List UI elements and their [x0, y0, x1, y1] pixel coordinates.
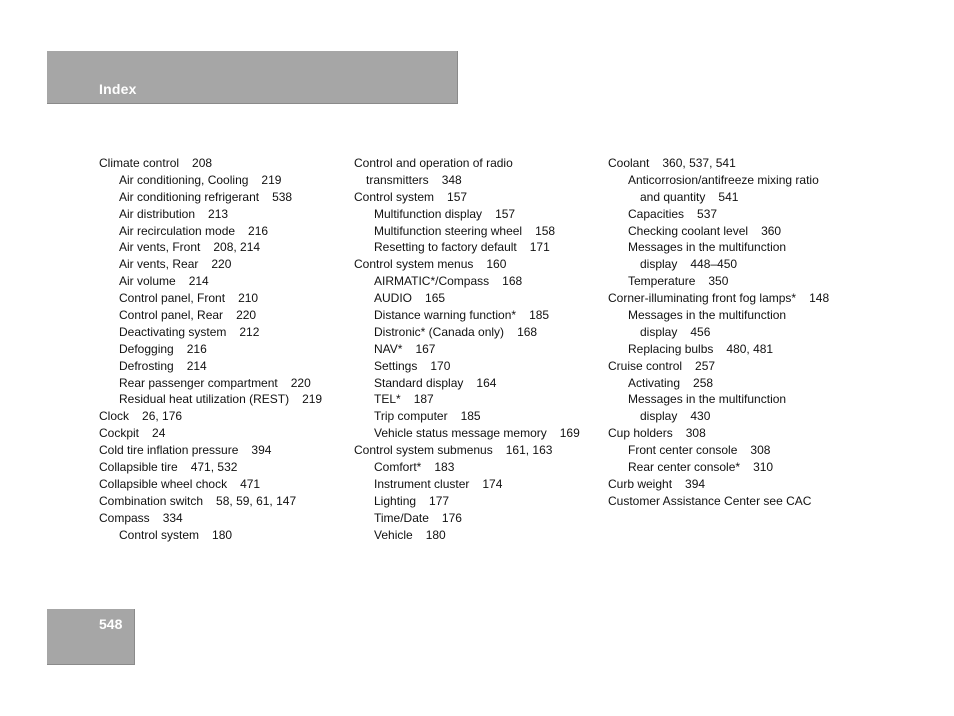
entry-page-ref: 185 [460, 409, 481, 424]
index-subentry [99, 527, 344, 544]
entry-term: Collapsible wheel chock [99, 476, 228, 491]
index-subentry [354, 358, 604, 375]
index-subentry [354, 425, 604, 442]
entry-page-ref: 220 [290, 375, 311, 390]
entry-page-ref: 541 [718, 189, 739, 204]
entry-term: Control system submenus [354, 443, 493, 458]
index-entry [354, 155, 604, 172]
index-subentry [354, 375, 604, 392]
entry-term: Control panel, Front [119, 291, 226, 306]
entry-page-ref: 165 [425, 291, 446, 306]
entry-page-ref: 183 [434, 460, 455, 475]
index-subentry [99, 172, 344, 189]
index-subentry [608, 408, 868, 425]
index-subentry [354, 307, 604, 324]
entry-term: display [640, 257, 678, 272]
entry-page-ref: 174 [482, 476, 503, 491]
entry-page-ref: 350 [708, 274, 729, 289]
index-entry [99, 155, 344, 172]
index-entry [354, 442, 604, 459]
entry-term: Control panel, Rear [119, 308, 224, 323]
entry-term: Capacities [628, 206, 685, 221]
entry-term: Distance warning function* [374, 308, 517, 323]
index-column-3 [608, 155, 868, 510]
entry-term: Replacing bulbs [628, 341, 714, 356]
entry-page-ref: 208, 214 [213, 240, 261, 255]
index-subentry [99, 324, 344, 341]
entry-page-ref: 24 [152, 426, 166, 441]
entry-page-ref: 157 [447, 189, 468, 204]
entry-term: Standard display [374, 375, 464, 390]
entry-term: Anticorrosion/antifreeze mixing ratio [628, 172, 819, 187]
index-subentry [354, 476, 604, 493]
entry-term: Trip computer [374, 409, 448, 424]
entry-page-ref: 171 [529, 240, 550, 255]
index-subentry [354, 493, 604, 510]
index-subentry [354, 341, 604, 358]
entry-page-ref: 308 [685, 426, 706, 441]
index-subentry [608, 206, 868, 223]
entry-page-ref: 448–450 [690, 257, 738, 272]
entry-term: Resetting to factory default [374, 240, 517, 255]
index-subentry [354, 391, 604, 408]
entry-page-ref: 480, 481 [726, 341, 774, 356]
index-entry [99, 510, 344, 527]
index-subentry [608, 256, 868, 273]
entry-term: Messages in the multifunction [628, 240, 787, 255]
entry-page-ref: 208 [192, 156, 213, 170]
index-subentry [99, 290, 344, 307]
entry-page-ref: 456 [690, 324, 711, 339]
entry-page-ref: 160 [486, 257, 507, 272]
entry-term: AIRMATIC*/Compass [374, 274, 490, 289]
index-subentry [354, 408, 604, 425]
entry-page-ref: 471 [240, 476, 261, 491]
entry-term: Air volume [119, 274, 176, 289]
index-subentry [99, 256, 344, 273]
entry-term: Cold tire inflation pressure [99, 443, 239, 458]
index-subentry [354, 223, 604, 240]
entry-term: Deactivating system [119, 324, 227, 339]
index-subentry [99, 206, 344, 223]
entry-page-ref: 258 [693, 375, 714, 390]
index-subentry [354, 239, 604, 256]
entry-page-ref: 161, 163 [505, 443, 553, 458]
entry-term: Climate control [99, 156, 180, 170]
entry-page-ref: 212 [239, 324, 260, 339]
entry-term: NAV* [374, 341, 403, 356]
index-entry [354, 256, 604, 273]
entry-page-ref: 216 [248, 223, 269, 238]
entry-term: display [640, 409, 678, 424]
entry-page-ref: 394 [685, 476, 706, 491]
entry-term: Control system [119, 527, 200, 542]
entry-term: Coolant [608, 156, 650, 170]
entry-page-ref: 214 [188, 274, 209, 289]
entry-term: Control and operation of radio [354, 156, 513, 170]
entry-page-ref: 158 [535, 223, 556, 238]
entry-term: Curb weight [608, 476, 673, 491]
entry-term: display [640, 324, 678, 339]
entry-page-ref: 180 [212, 527, 233, 542]
entry-term: Vehicle [374, 527, 413, 542]
entry-term: Clock [99, 409, 130, 424]
entry-page-ref: 308 [750, 443, 771, 458]
index-subentry [608, 239, 868, 256]
entry-page-ref: 471, 532 [190, 460, 238, 475]
entry-term: Customer Assistance Center see CAC [608, 493, 812, 508]
index-subentry [608, 442, 868, 459]
entry-term: Cockpit [99, 426, 140, 441]
entry-page-ref: 58, 59, 61, 147 [216, 493, 297, 508]
index-subentry [99, 391, 344, 408]
index-subentry [99, 189, 344, 206]
index-subentry [608, 307, 868, 324]
entry-term: Messages in the multifunction [628, 308, 787, 323]
index-entry [354, 189, 604, 206]
index-subentry [608, 273, 868, 290]
entry-term: Air recirculation mode [119, 223, 236, 238]
entry-term: Air distribution [119, 206, 196, 221]
entry-page-ref: 157 [495, 206, 516, 221]
entry-term: Cruise control [608, 358, 683, 373]
entry-term: Vehicle status message memory [374, 426, 547, 441]
entry-page-ref: 430 [690, 409, 711, 424]
entry-term: and quantity [640, 189, 706, 204]
entry-page-ref: 26, 176 [142, 409, 183, 424]
index-subentry [608, 223, 868, 240]
index-subentry [354, 290, 604, 307]
entry-term: Air vents, Front [119, 240, 201, 255]
index-column-1 [99, 155, 344, 543]
entry-term: Residual heat utilization (REST) [119, 392, 290, 407]
index-subentry [99, 273, 344, 290]
entry-page-ref: 216 [186, 341, 207, 356]
entry-page-ref: 187 [413, 392, 434, 407]
entry-page-ref: 180 [425, 527, 446, 542]
index-entry [608, 155, 868, 172]
index-subentry [354, 172, 604, 189]
index-entry [99, 408, 344, 425]
entry-page-ref: 360, 537, 541 [662, 156, 736, 170]
entry-term: TEL* [374, 392, 401, 407]
index-subentry [608, 391, 868, 408]
entry-page-ref: 164 [476, 375, 497, 390]
entry-page-ref: 257 [695, 358, 716, 373]
index-subentry [99, 375, 344, 392]
index-subentry [354, 206, 604, 223]
index-entry [99, 442, 344, 459]
index-entry [99, 425, 344, 442]
entry-term: Lighting [374, 493, 417, 508]
index-subentry [354, 527, 604, 544]
entry-page-ref: 348 [441, 172, 462, 187]
entry-term: Defrosting [119, 358, 174, 373]
entry-term: Instrument cluster [374, 476, 470, 491]
index-subentry [354, 324, 604, 341]
entry-page-ref: 214 [186, 358, 207, 373]
entry-term: Settings [374, 358, 418, 373]
entry-page-ref: 148 [809, 291, 830, 306]
entry-term: Control system [354, 189, 435, 204]
entry-term: Activating [628, 375, 681, 390]
entry-term: Temperature [628, 274, 696, 289]
entry-page-ref: 537 [697, 206, 718, 221]
index-subentry [99, 307, 344, 324]
header-bar [47, 51, 458, 104]
index-subentry [354, 510, 604, 527]
entry-page-ref: 176 [441, 510, 462, 525]
index-subentry [99, 223, 344, 240]
index-subentry [99, 239, 344, 256]
entry-page-ref: 394 [251, 443, 272, 458]
index-subentry [608, 459, 868, 476]
entry-page-ref: 167 [415, 341, 436, 356]
entry-term: Checking coolant level [628, 223, 749, 238]
entry-term: Distronic* (Canada only) [374, 324, 505, 339]
entry-page-ref: 220 [236, 308, 257, 323]
index-subentry [608, 172, 868, 189]
index-subentry [354, 459, 604, 476]
entry-term: Compass [99, 510, 150, 525]
index-subentry [608, 375, 868, 392]
entry-term: Rear center console* [628, 460, 741, 475]
entry-page-ref: 219 [261, 172, 282, 187]
entry-term: Cup holders [608, 426, 673, 441]
entry-term: Control system menus [354, 257, 474, 272]
entry-page-ref: 170 [430, 358, 451, 373]
entry-page-ref: 177 [429, 493, 450, 508]
entry-term: Air conditioning refrigerant [119, 189, 260, 204]
index-entry [608, 425, 868, 442]
index-subentry [608, 324, 868, 341]
index-entry [99, 493, 344, 510]
entry-term: Multifunction display [374, 206, 483, 221]
entry-term: Multifunction steering wheel [374, 223, 523, 238]
index-subentry [608, 341, 868, 358]
entry-page-ref: 219 [302, 392, 323, 407]
page-title: Index [99, 81, 137, 97]
index-column-2 [354, 155, 604, 543]
entry-term: Front center console [628, 443, 738, 458]
entry-page-ref: 213 [208, 206, 229, 221]
entry-page-ref: 310 [753, 460, 774, 475]
entry-page-ref: 220 [211, 257, 232, 272]
entry-term: AUDIO [374, 291, 413, 306]
entry-term: Messages in the multifunction [628, 392, 787, 407]
entry-term: Time/Date [374, 510, 429, 525]
index-subentry [99, 358, 344, 375]
entry-term: transmitters [366, 172, 429, 187]
entry-term: Air conditioning, Cooling [119, 172, 249, 187]
entry-page-ref: 168 [517, 324, 538, 339]
entry-term: Collapsible tire [99, 460, 178, 475]
entry-term: Air vents, Rear [119, 257, 199, 272]
entry-page-ref: 334 [162, 510, 183, 525]
index-subentry [354, 273, 604, 290]
index-subentry [608, 189, 868, 206]
index-subentry [99, 341, 344, 358]
entry-term: Rear passenger compartment [119, 375, 278, 390]
entry-term: Defogging [119, 341, 174, 356]
index-entry [608, 358, 868, 375]
index-entry [608, 290, 868, 307]
entry-term: Corner-illuminating front fog lamps* [608, 291, 797, 306]
index-entry [99, 476, 344, 493]
entry-page-ref: 185 [529, 308, 550, 323]
index-entry [608, 476, 868, 493]
entry-page-ref: 360 [761, 223, 782, 238]
entry-term: Combination switch [99, 493, 204, 508]
entry-page-ref: 169 [559, 426, 580, 441]
entry-term: Comfort* [374, 460, 422, 475]
entry-page-ref: 168 [502, 274, 523, 289]
page-number: 548 [99, 616, 123, 632]
entry-page-ref: 210 [238, 291, 259, 306]
page-number-tab [47, 609, 135, 665]
entry-page-ref: 538 [272, 189, 293, 204]
index-entry [608, 493, 868, 510]
index-entry [99, 459, 344, 476]
